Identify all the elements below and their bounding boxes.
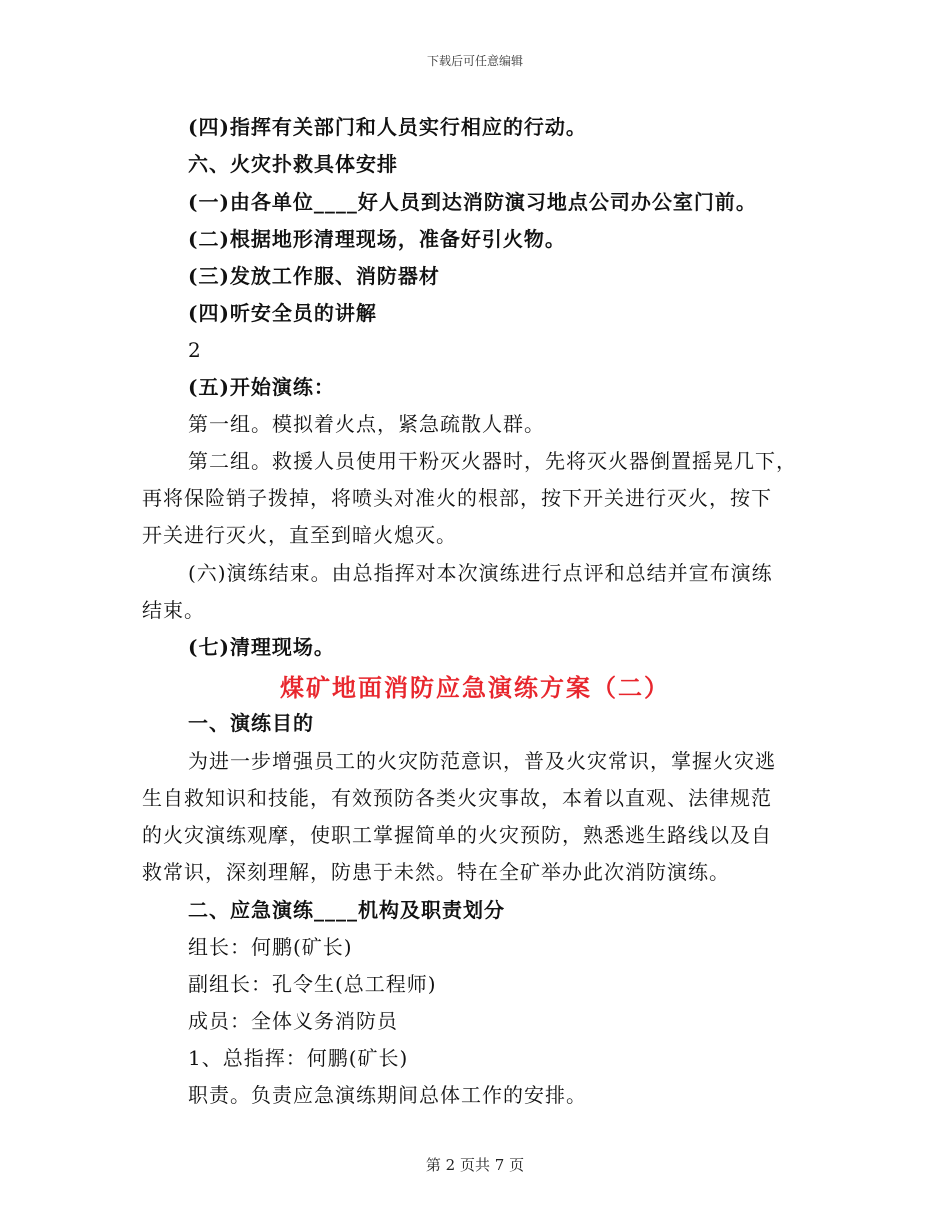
paragraph-line: 生自救知识和技能，有效预防各类火灾事故，本着以直观、法律规范 xyxy=(142,786,772,810)
paragraph-line: (四)指挥有关部门和人员实行相应的行动。 xyxy=(188,115,587,139)
page-marker: 2 xyxy=(188,338,202,362)
paragraph-line: 组长：何鹏(矿长) xyxy=(188,935,353,959)
paragraph-line: (七)清理现场。 xyxy=(188,635,335,659)
paragraph-line: (二)根据地形清理现场，准备好引火物。 xyxy=(188,227,566,251)
paragraph-line: (一)由各单位____好人员到达消防演习地点公司办公室门前。 xyxy=(188,190,757,214)
paragraph-line: 再将保险销子拨掉，将喷头对准火的根部，按下开关进行灭火，按下 xyxy=(142,486,772,510)
paragraph-line: 副组长：孔令生(总工程师) xyxy=(188,972,437,996)
paragraph-line: (五)开始演练： xyxy=(188,375,335,399)
paragraph-line: 救常识，深刻理解，防患于未然。特在全矿举办此次消防演练。 xyxy=(142,860,730,884)
section-heading: 一、演练目的 xyxy=(188,711,314,735)
paragraph-line: 成员：全体义务消防员 xyxy=(188,1009,398,1033)
page-footer: 第 2 页共 7 页 xyxy=(425,1156,525,1174)
paragraph-line: (三)发放工作服、消防器材 xyxy=(188,264,440,288)
paragraph-line: 的火灾演练观摩，使职工掌握简单的火灾预防，熟悉逃生路线以及自 xyxy=(142,823,772,847)
paragraph-line: (四)听安全员的讲解 xyxy=(188,301,377,325)
paragraph-line: 结束。 xyxy=(142,598,205,622)
paragraph-line: 第二组。救援人员使用干粉灭火器时，先将灭火器倒置摇晃几下， xyxy=(188,449,797,473)
paragraph-line: 职责。负责应急演练期间总体工作的安排。 xyxy=(188,1083,587,1107)
section-heading: 二、应急演练____机构及职责划分 xyxy=(188,898,505,922)
paragraph-line: 1、总指挥：何鹏(矿长) xyxy=(188,1046,409,1070)
paragraph-line: 为进一步增强员工的火灾防范意识，普及火灾常识，掌握火灾逃 xyxy=(188,749,776,773)
page-header: 下载后可任意编辑 xyxy=(426,54,523,68)
paragraph-line: (六)演练结束。由总指挥对本次演练进行点评和总结并宣布演练 xyxy=(188,561,773,585)
section-heading: 六、火灾扑救具体安排 xyxy=(188,152,398,176)
document-title: 煤矿地面消防应急演练方案（二） xyxy=(280,673,670,702)
paragraph-line: 第一组。模拟着火点，紧急疏散人群。 xyxy=(188,412,545,436)
paragraph-line: 开关进行灭火，直至到暗火熄灭。 xyxy=(142,523,457,547)
